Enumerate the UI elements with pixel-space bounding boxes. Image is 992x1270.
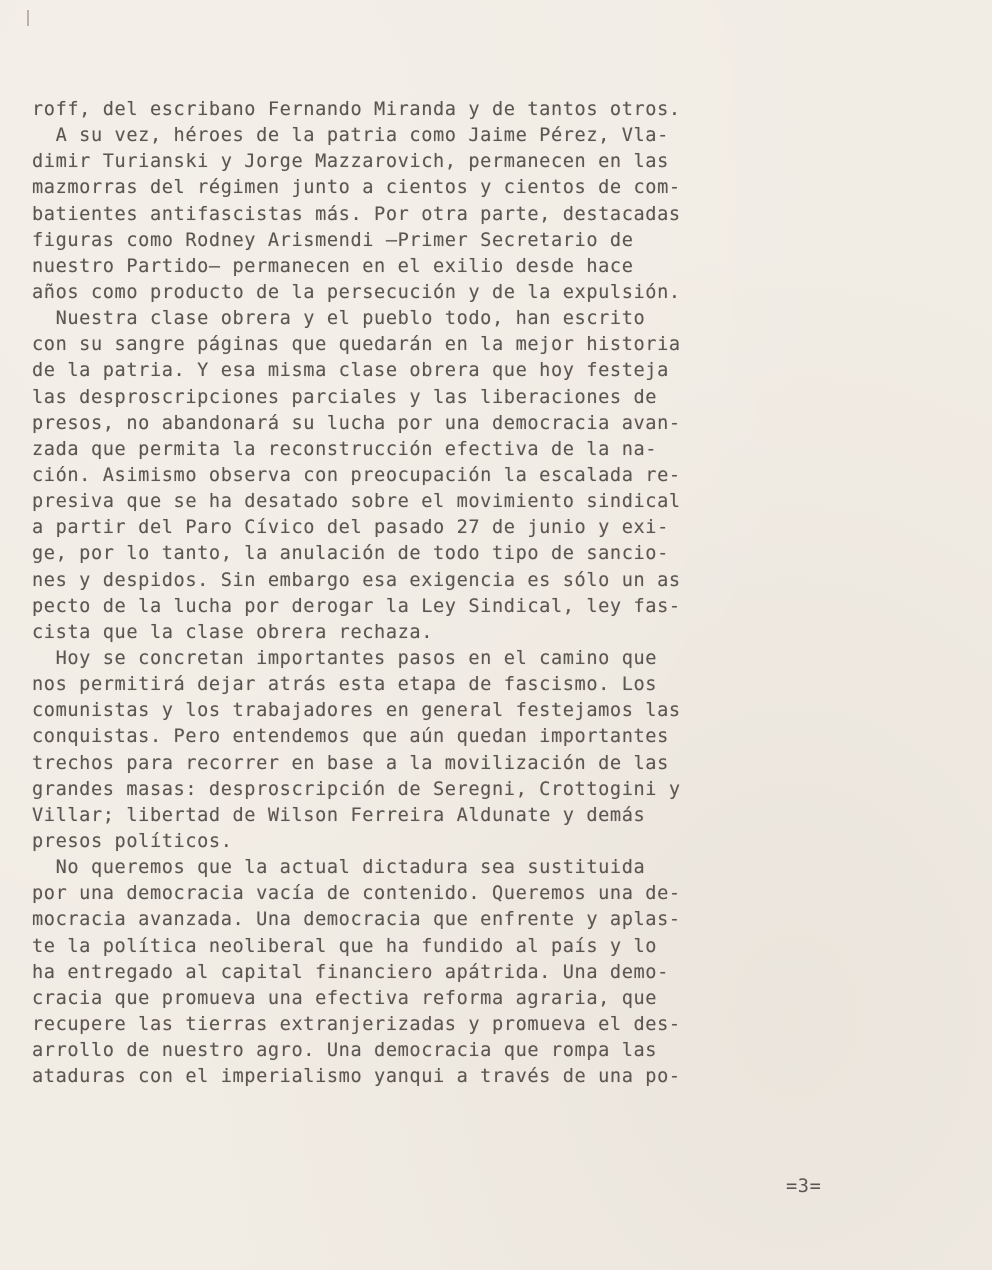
text-line: nuestro Partido— permanecen en el exilio desde hace — [32, 255, 634, 277]
text-line: mocracia avanzada. Una democracia que enfrente y aplas- — [32, 909, 681, 931]
text-line: con su sangre páginas que quedarán en la mejor historia — [32, 334, 681, 356]
text-line: A su vez, héroes de la patria como Jaime Pérez, Vla- — [32, 125, 669, 147]
text-line: nes y despidos. Sin embargo esa exigencia es sólo un as — [32, 569, 681, 591]
text-line: presos políticos. — [32, 830, 233, 852]
text-line: presos, no abandonará su lucha por una democracia avan- — [32, 412, 681, 434]
text-line: presiva que se ha desatado sobre el movimiento sindical — [32, 491, 681, 513]
text-line: recupere las tierras extranjerizadas y promueva el des- — [32, 1013, 681, 1035]
text-line: Villar; libertad de Wilson Ferreira Aldunate y demás — [32, 804, 646, 826]
text-line: años como producto de la persecución y de la expulsión. — [32, 281, 681, 303]
paper-mark — [27, 10, 29, 26]
text-line: Hoy se concretan importantes pasos en el camino que — [32, 647, 658, 669]
text-line: nos permitirá dejar atrás esta etapa de fascismo. Los — [32, 674, 658, 696]
text-line: grandes masas: desproscripción de Seregni, Crottogini y — [32, 778, 681, 800]
text-line: ataduras con el imperialismo yanqui a través de una po- — [32, 1066, 681, 1088]
text-line: ción. Asimismo observa con preocupación la escalada re- — [32, 464, 681, 486]
text-line: conquistas. Pero entendemos que aún quedan importantes — [32, 726, 669, 748]
text-line: No queremos que la actual dictadura sea sustituida — [32, 857, 646, 879]
text-line: comunistas y los trabajadores en general festejamos las — [32, 700, 681, 722]
text-line: arrollo de nuestro agro. Una democracia que rompa las — [32, 1040, 658, 1062]
text-line: de la patria. Y esa misma clase obrera que hoy festeja — [32, 360, 669, 382]
text-line: figuras como Rodney Arismendi —Primer Secretario de — [32, 229, 634, 251]
text-line: ge, por lo tanto, la anulación de todo tipo de sancio- — [32, 543, 669, 565]
text-line: zada que permita la reconstrucción efectiva de la na- — [32, 438, 658, 460]
text-line: mazmorras del régimen junto a cientos y cientos de com- — [32, 177, 681, 199]
page-number: =3= — [786, 1176, 822, 1197]
text-line: dimir Turianski y Jorge Mazzarovich, permanecen en las — [32, 151, 669, 173]
text-line: cracia que promueva una efectiva reforma agraria, que — [32, 987, 658, 1009]
text-line: trechos para recorrer en base a la movilización de las — [32, 752, 669, 774]
text-line: Nuestra clase obrera y el pueblo todo, han escrito — [32, 308, 646, 330]
text-line: a partir del Paro Cívico del pasado 27 de junio y exi- — [32, 517, 669, 539]
text-line: cista que la clase obrera rechaza. — [32, 621, 434, 643]
text-line: te la política neoliberal que ha fundido al país y lo — [32, 935, 658, 957]
text-line: ha entregado al capital financiero apátrida. Una demo- — [32, 961, 669, 983]
typed-text-body — [32, 97, 872, 1090]
text-line: por una democracia vacía de contenido. Queremos una de- — [32, 883, 681, 905]
text-line: batientes antifascistas más. Por otra parte, destacadas — [32, 203, 681, 225]
text-line: las desproscripciones parciales y las liberaciones de — [32, 386, 658, 408]
text-line: pecto de la lucha por derogar la Ley Sindical, ley fas- — [32, 595, 681, 617]
text-line: roff, del escribano Fernando Miranda y de tantos otros. — [32, 99, 681, 120]
